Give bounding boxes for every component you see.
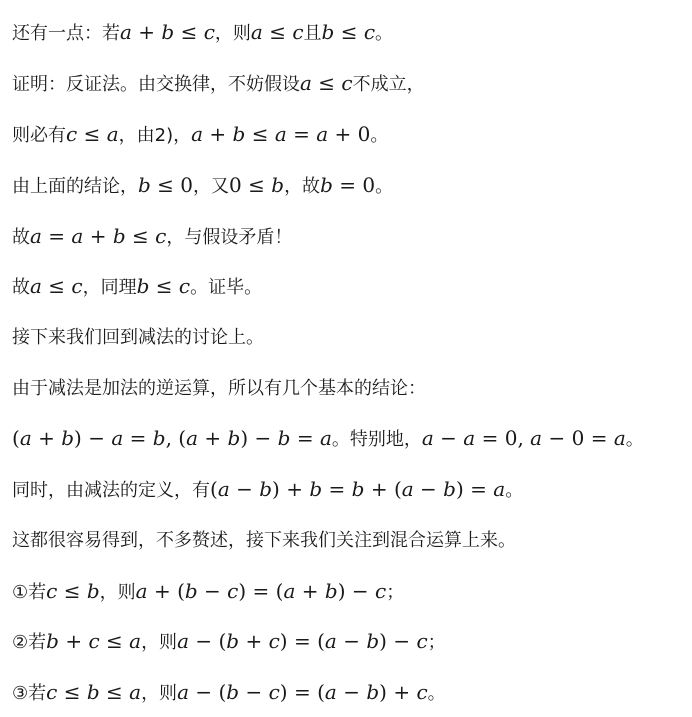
paragraph-line <box>12 19 393 45</box>
text-run: ③若 <box>12 683 47 704</box>
math-expression: b ≤ c <box>136 274 191 298</box>
text-run: ，则 <box>99 582 136 603</box>
text-run: ，则 <box>141 632 178 653</box>
paragraph-line <box>12 70 425 96</box>
math-expression: b ≤ c <box>321 20 376 44</box>
text-run: ②若 <box>12 632 47 653</box>
text-run: 由于减法是加法的逆运算，所以有几个基本的结论： <box>12 378 426 399</box>
text-run: 这都很容易得到，不多赘述，接下来我们关注到混合运算上来。 <box>12 530 516 551</box>
text-run: 。 <box>427 683 446 704</box>
text-run: ，与假设矛盾！ <box>166 227 293 248</box>
math-expression: (a − b) + b = b + (a − b) = a <box>210 477 506 501</box>
paragraph-line <box>12 527 516 553</box>
text-run: 。 <box>505 480 524 501</box>
text-run: 。特别地， <box>331 429 422 450</box>
text-run: ； <box>386 582 405 603</box>
text-run: 。证毕。 <box>190 277 263 298</box>
text-run: 且 <box>303 23 322 44</box>
math-expression: a ≤ c <box>30 274 83 298</box>
math-expression: a ≤ c <box>300 71 353 95</box>
math-expression: b ≤ 0 <box>138 173 194 197</box>
text-run: ，故 <box>284 176 321 197</box>
text-run: 证明：反证法。由交换律，不妨假设 <box>12 74 300 95</box>
text-run: 不成立， <box>352 74 425 95</box>
math-expression: 0 ≤ b <box>229 173 285 197</box>
paragraph-line <box>12 425 644 451</box>
paragraph-line <box>12 223 292 249</box>
paragraph-line <box>12 628 446 654</box>
math-expression: c ≤ a <box>66 122 119 146</box>
text-run: 同时，由减法的定义，有 <box>12 480 210 501</box>
paragraph-line <box>12 476 523 502</box>
math-expression: a + (b − c) = (a + b) − c <box>135 579 387 603</box>
math-expression: a + b ≤ c <box>120 20 215 44</box>
paragraph-line <box>12 324 264 350</box>
text-run: ①若 <box>12 582 47 603</box>
text-run: ，则 <box>214 23 251 44</box>
math-expression: b = 0 <box>320 173 376 197</box>
paragraph-line <box>12 121 388 147</box>
text-run: ，则 <box>141 683 178 704</box>
paragraph-line <box>12 172 393 198</box>
math-expression: c ≤ b ≤ a <box>46 680 142 704</box>
text-run: 故 <box>12 227 30 248</box>
text-run: ，又 <box>193 176 230 197</box>
text-run: 。 <box>370 125 389 146</box>
text-run: ，同理 <box>82 277 137 298</box>
math-expression: a − a = 0, a − 0 = a <box>421 426 626 450</box>
math-expression: a + b ≤ a = a + 0 <box>191 122 371 146</box>
paragraph-line <box>12 375 426 401</box>
math-expression: c ≤ b <box>46 579 100 603</box>
math-expression: a − (b + c) = (a − b) − c <box>177 629 428 653</box>
math-expression: a = a + b ≤ c <box>30 224 167 248</box>
text-run: 。 <box>375 23 394 44</box>
text-run: 接下来我们回到减法的讨论上。 <box>12 327 264 348</box>
text-run: 还有一点：若 <box>12 23 120 44</box>
paragraph-line <box>12 578 404 604</box>
math-expression: (a + b) − a = b, (a + b) − b = a <box>12 426 332 450</box>
math-expression: a − (b − c) = (a − b) + c <box>177 680 428 704</box>
math-expression: a ≤ c <box>250 20 304 44</box>
text-run: ，由2)， <box>118 125 192 146</box>
text-run: 则必有 <box>12 125 66 146</box>
paragraph-line <box>12 679 446 705</box>
math-expression: b + c ≤ a <box>46 629 142 653</box>
text-run: 由上面的结论， <box>12 176 138 197</box>
text-run: ； <box>427 632 446 653</box>
text-run: 。 <box>375 176 394 197</box>
text-run: 。 <box>625 429 644 450</box>
paragraph-line <box>12 273 262 299</box>
text-run: 故 <box>12 277 30 298</box>
